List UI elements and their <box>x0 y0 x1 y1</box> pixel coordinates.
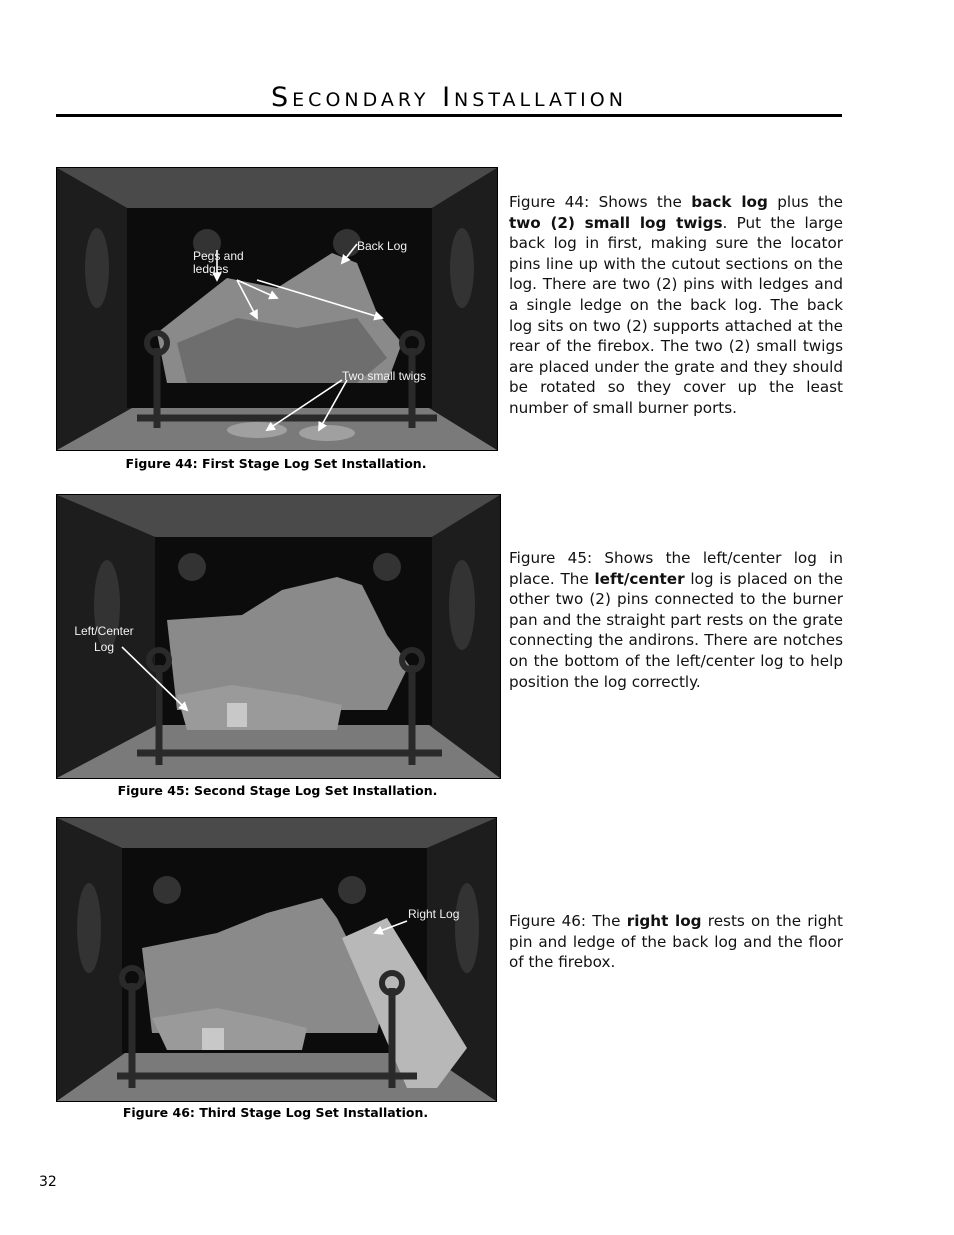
callout-pegs-and-ledges: Pegs and ledges <box>193 249 244 276</box>
callout-two-small-twigs: Two small twigs <box>342 369 427 383</box>
figure-44-photo <box>56 167 498 451</box>
figure-46-caption: Figure 46: Third Stage Log Set Installation. <box>122 1105 429 1120</box>
figure-44-caption: Figure 44: First Stage Log Set Installation. <box>125 456 427 471</box>
callout-back-log: Back Log <box>357 239 408 253</box>
callout-right-log: Right Log <box>408 907 460 921</box>
title-rule <box>56 114 842 117</box>
figure-45-caption: Figure 45: Second Stage Log Set Installation. <box>117 783 438 798</box>
figure-46-description: Figure 46: The right log rests on the right pin and ledge of the back log and the floor of the firebox. <box>509 912 843 972</box>
figure-44-description: Figure 44: Shows the back log plus the two (2) small log twigs. Put the large back log in first, making sure the locator pins line up with the cutout sections on the log. There are two (2) pins with ledges and a single ledge on the back log. The back log sits on two (2) supports attached at the rear of the firebox. The two (2) small twigs are placed under the grate and they should be rotated so they cover up the least number of small burner ports. <box>509 193 843 417</box>
callout-left-center-log: Left/Center Log <box>74 624 134 654</box>
figure-45-description: Figure 45: Shows the left/center log in place. The left/center log is placed on the other two (2) pins connected to the burner pan and the straight part rests on the grate connecting the andirons. There are notches on the bottom of the left/center log to help position the log correctly. <box>509 549 843 691</box>
figure-46-photo <box>56 817 497 1102</box>
page-title: Secondary Installation <box>271 82 627 113</box>
page-number: 32 <box>39 1174 57 1190</box>
